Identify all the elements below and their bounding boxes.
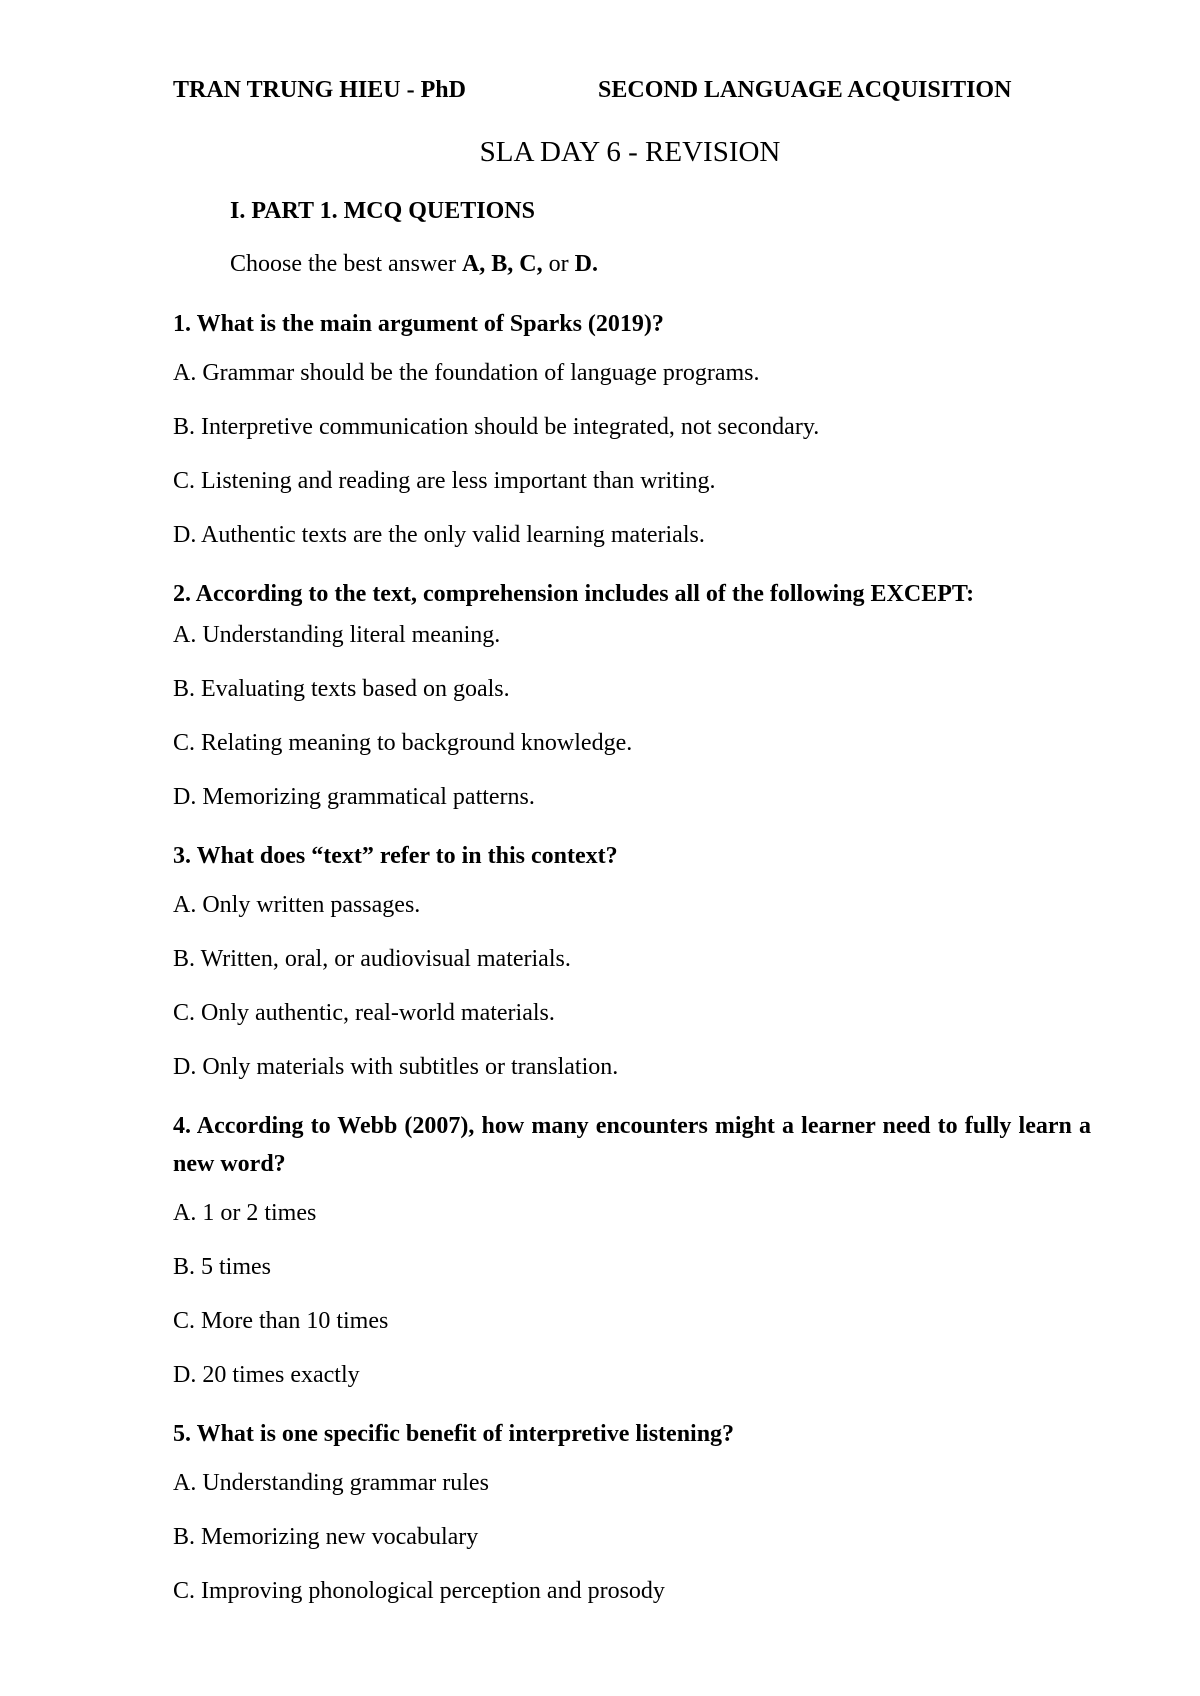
question-2-option-b: B. Evaluating texts based on goals. xyxy=(173,676,510,702)
question-4-option-a: A. 1 or 2 times xyxy=(173,1200,317,1226)
question-3-option-d: D. Only materials with subtitles or translation. xyxy=(173,1054,619,1080)
instruction-line xyxy=(230,250,598,278)
question-1-option-a: A. Grammar should be the foundation of language programs. xyxy=(173,360,760,386)
question-2-option-a: A. Understanding literal meaning. xyxy=(173,622,501,648)
question-4-option-d: D. 20 times exactly xyxy=(173,1362,360,1388)
question-2-option-c: C. Relating meaning to background knowledge. xyxy=(173,730,633,756)
question-3-option-a: A. Only written passages. xyxy=(173,892,421,918)
document-title: SLA DAY 6 - REVISION xyxy=(479,136,781,168)
header-author: TRAN TRUNG HIEU - PhD xyxy=(173,77,466,103)
instruction-prefix: Choose the best answer xyxy=(230,251,462,277)
question-5-option-b: B. Memorizing new vocabulary xyxy=(173,1524,479,1550)
question-1-option-b: B. Interpretive communication should be integrated, not secondary. xyxy=(173,414,820,440)
question-1-option-d: D. Authentic texts are the only valid learning materials. xyxy=(173,522,705,548)
question-5: 5. What is one specific benefit of interpretive listening? xyxy=(173,1421,735,1447)
question-5-option-a: A. Understanding grammar rules xyxy=(173,1470,489,1496)
instruction-choices: A, B, C, xyxy=(461,251,543,277)
question-2: 2. According to the text, comprehension includes all of the following EXCEPT: xyxy=(173,581,975,607)
section-heading: I. PART 1. MCQ QUETIONS xyxy=(230,198,535,224)
question-4-option-c: C. More than 10 times xyxy=(173,1308,389,1334)
question-4: 4. According to Webb (2007), how many encounters might a learner need to fully learn a new word? xyxy=(173,1113,1091,1177)
header-course: SECOND LANGUAGE ACQUISITION xyxy=(598,77,1012,103)
question-3: 3. What does “text” refer to in this context? xyxy=(173,843,618,869)
question-5-option-c: C. Improving phonological perception and prosody xyxy=(173,1578,665,1604)
question-3-option-c: C. Only authentic, real-world materials. xyxy=(173,1000,555,1026)
instruction-or: or xyxy=(542,251,575,277)
instruction-last-choice: D. xyxy=(574,251,598,277)
question-3-option-b: B. Written, oral, or audiovisual materials. xyxy=(173,946,571,972)
question-2-option-d: D. Memorizing grammatical patterns. xyxy=(173,784,535,810)
question-list xyxy=(173,305,1091,1605)
question-1: 1. What is the main argument of Sparks (2019)? xyxy=(173,311,664,337)
question-1-option-c: C. Listening and reading are less important than writing. xyxy=(173,468,716,494)
question-4-option-b: B. 5 times xyxy=(173,1254,272,1280)
